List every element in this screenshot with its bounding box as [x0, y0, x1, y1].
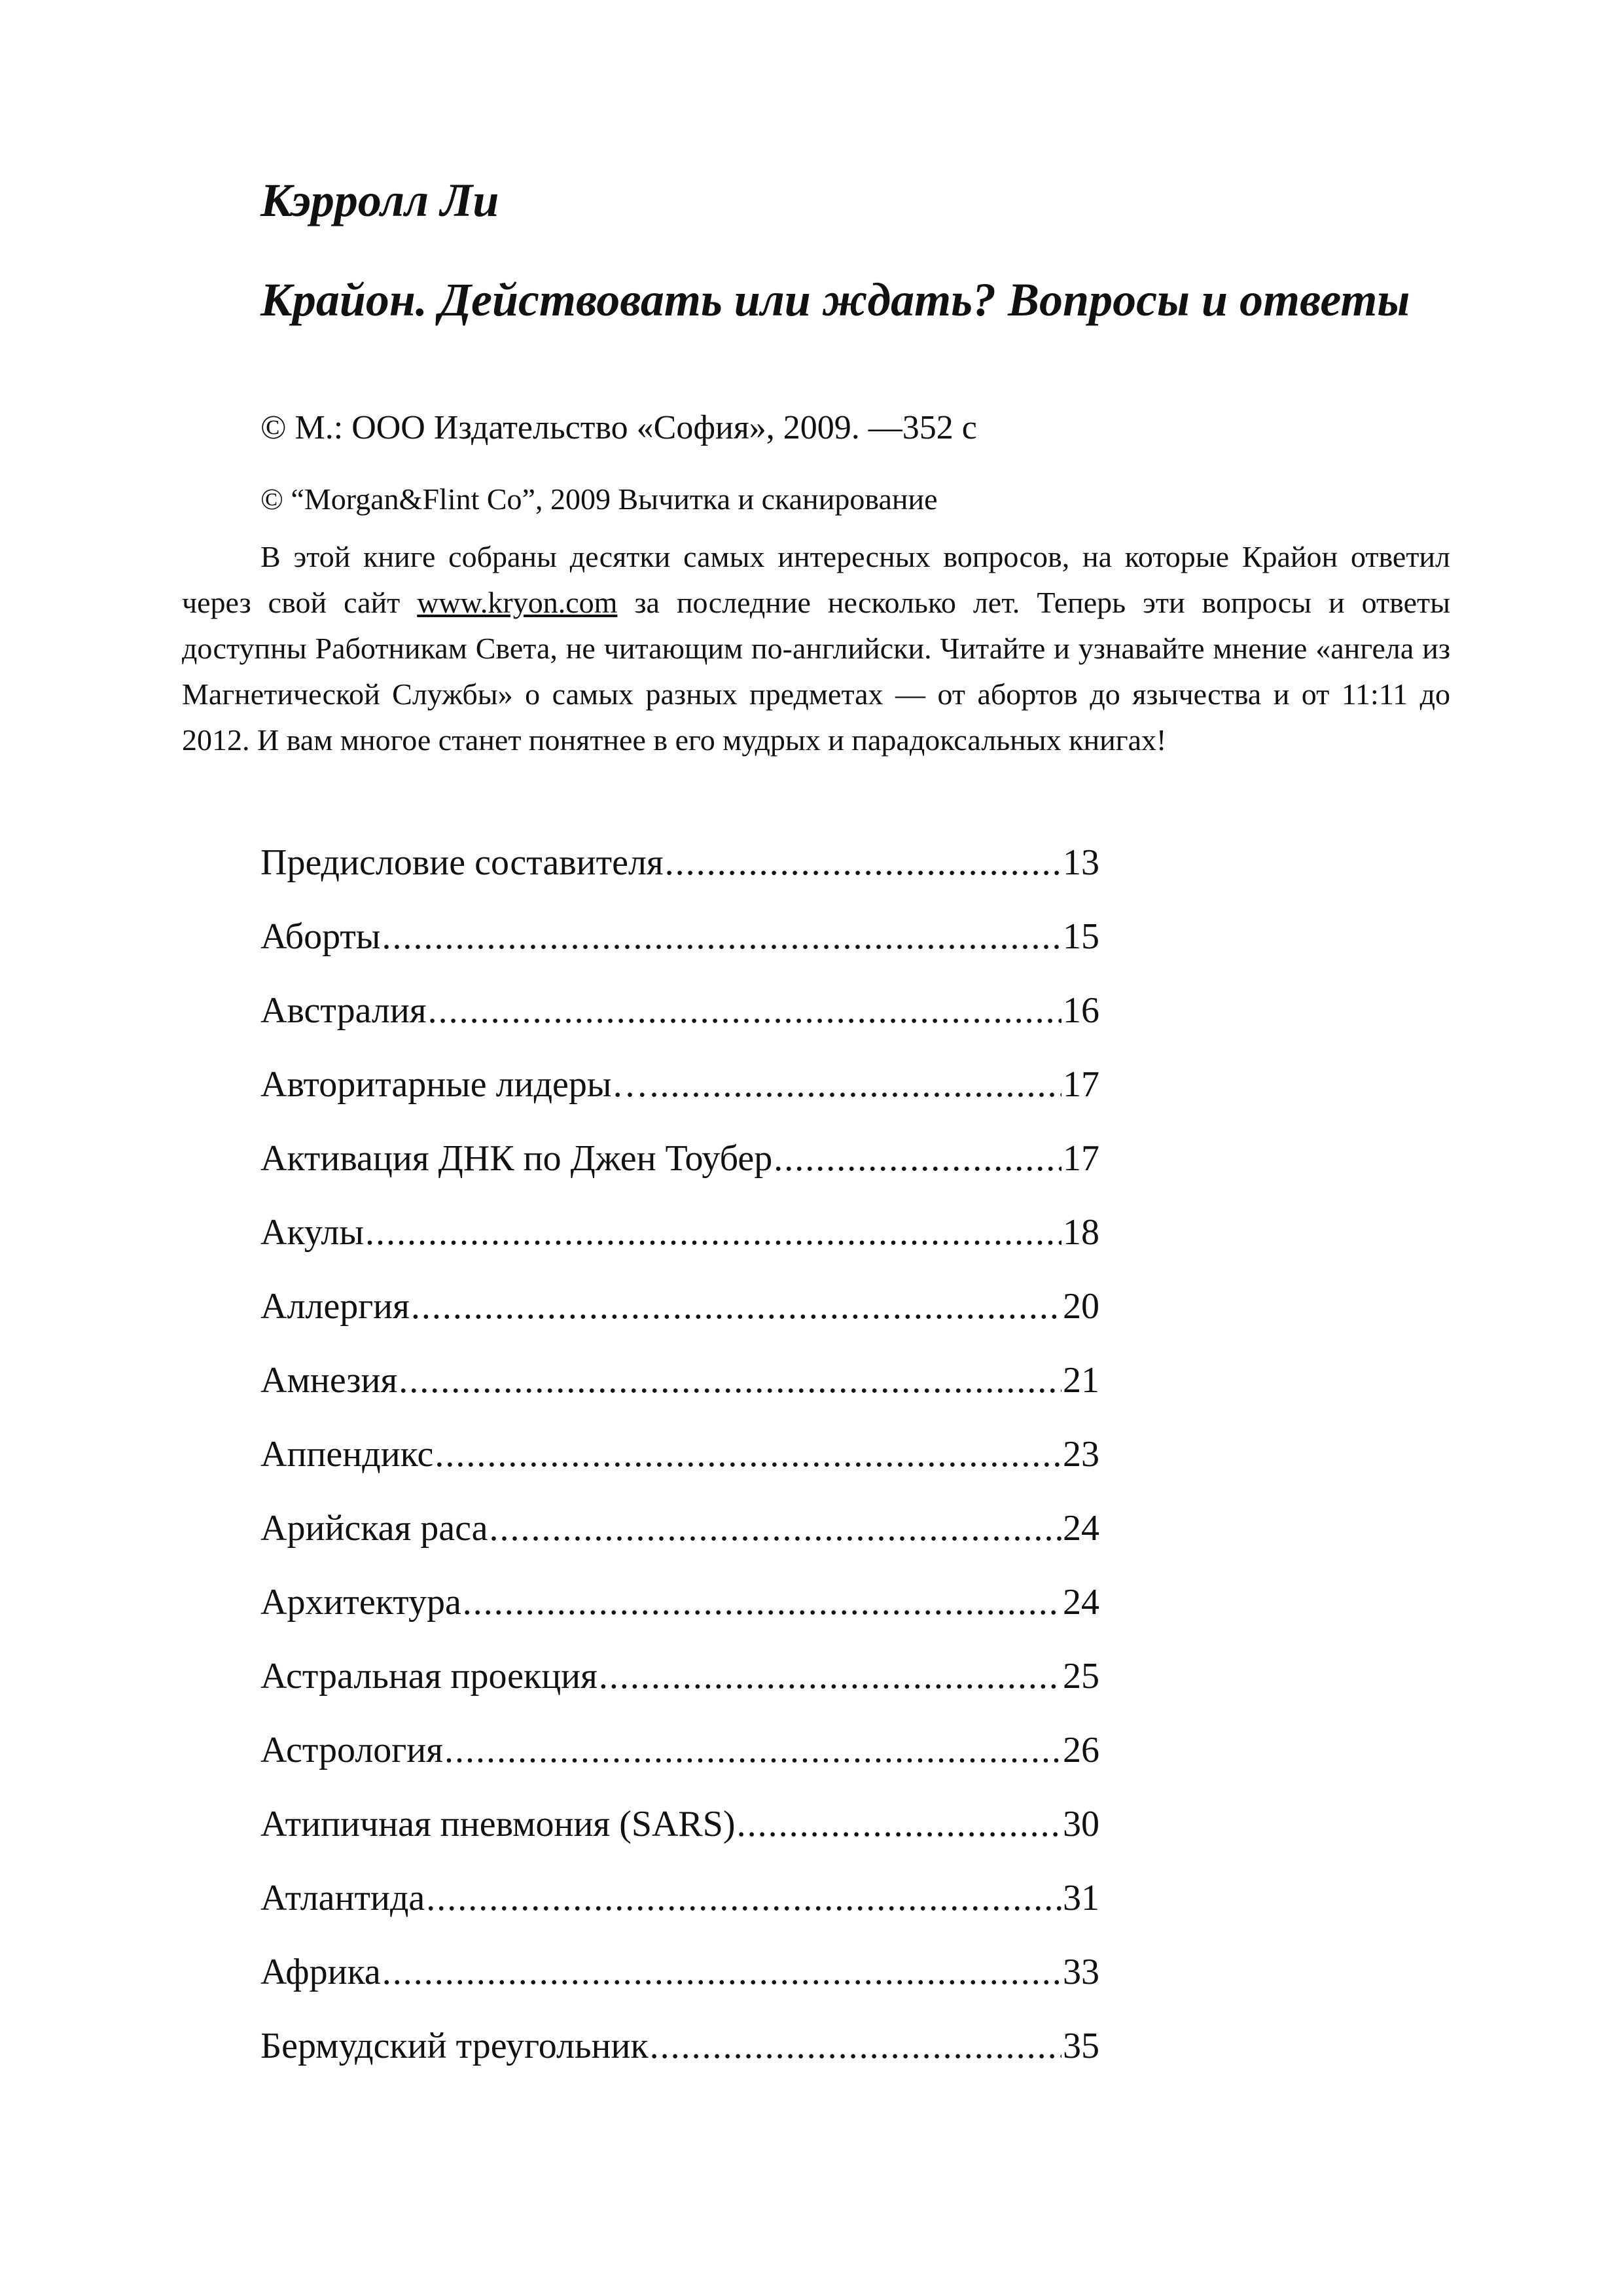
- toc-entry-page: 13: [1063, 842, 1099, 883]
- toc-entry[interactable]: [260, 1066, 1099, 1140]
- toc-entry[interactable]: [260, 1880, 1099, 1954]
- toc-entry[interactable]: [260, 1584, 1099, 1658]
- toc-entry-page: 17: [1063, 1138, 1099, 1179]
- toc-leader-dots: [774, 1140, 1061, 1177]
- toc-entry[interactable]: [260, 918, 1099, 992]
- toc-entry-page: 16: [1063, 990, 1099, 1031]
- toc-entry-label: Арийская раса: [260, 1508, 488, 1549]
- toc-entry-label: Предисловие составителя: [260, 842, 664, 883]
- toc-entry-label: Аппендикс: [260, 1434, 434, 1475]
- toc-leader-dots: [599, 1658, 1061, 1695]
- toc-leader-dots: [444, 1732, 1061, 1768]
- publisher-copyright: © М.: ООО Издательство «София», 2009. —352 с: [260, 409, 977, 446]
- toc-entry-page: 23: [1063, 1434, 1099, 1475]
- toc-entry-label: Бермудский треугольник: [260, 2026, 649, 2066]
- toc-entry[interactable]: [260, 1288, 1099, 1362]
- toc-leader-dots: [426, 1880, 1061, 1916]
- website-link[interactable]: www.kryon.com: [417, 586, 618, 619]
- toc-entry-label: Архитектура: [260, 1582, 461, 1623]
- toc-leader-dots: [435, 1436, 1061, 1473]
- toc-entry[interactable]: [260, 992, 1099, 1066]
- toc-entry-page: 24: [1063, 1508, 1099, 1549]
- toc-leader-dots: [428, 992, 1061, 1029]
- toc-entry-page: 17: [1063, 1064, 1099, 1105]
- toc-entry[interactable]: [260, 1658, 1099, 1732]
- toc-leader-dots: [382, 918, 1061, 955]
- toc-leader-dots: [650, 1066, 1061, 1103]
- toc-leader-dots: [399, 1362, 1061, 1399]
- table-of-contents: [260, 844, 1099, 2102]
- toc-entry-label: Атлантида: [260, 1878, 425, 1918]
- toc-leader-dots: [382, 1954, 1061, 1990]
- toc-entry-page: 25: [1063, 1656, 1099, 1696]
- toc-leader-dots: [489, 1510, 1061, 1547]
- toc-entry[interactable]: [260, 844, 1099, 918]
- toc-entry[interactable]: [260, 1806, 1099, 1880]
- toc-entry-label: Амнезия: [260, 1360, 398, 1401]
- toc-entry-page: 31: [1063, 1878, 1099, 1918]
- toc-entry-label: Активация ДНК по Джен Тоубер: [260, 1138, 773, 1179]
- toc-entry-label: Астрология: [260, 1730, 443, 1770]
- author-name: Кэрролл Ли: [260, 174, 499, 226]
- scan-copyright: © “Morgan&Flint Co”, 2009 Вычитка и сканирование: [260, 482, 938, 516]
- toc-entry[interactable]: [260, 2028, 1099, 2102]
- toc-leader-dots: [737, 1806, 1061, 1842]
- toc-leader-dots: [365, 1214, 1061, 1251]
- toc-leader-dots: [650, 2028, 1061, 2064]
- toc-entry[interactable]: [260, 1436, 1099, 1510]
- annotation-text-start: В этой книге собраны десятки самых интересных вопросов, на которые Крайон ответил через свой сайт: [182, 540, 1450, 619]
- toc-entry[interactable]: [260, 1214, 1099, 1288]
- book-title: [182, 270, 1450, 330]
- toc-entry-page: 20: [1063, 1286, 1099, 1327]
- toc-entry-label: Атипичная пневмония (SARS): [260, 1804, 736, 1844]
- toc-entry-page: 26: [1063, 1730, 1099, 1770]
- annotation-text-end: за последние несколько лет. Теперь эти вопросы и ответы доступны Работникам Света, не читающим по-английски. Читайте и узнавайте мнение «ангела из Магнетической Службы» о самых разных предметах — от абортов до язычества и от 11:11 до 2012. И вам многое станет понятнее в его мудрых и парадоксальных книгах!: [182, 586, 1450, 757]
- toc-entry-page: 24: [1063, 1582, 1099, 1623]
- toc-entry-page: 33: [1063, 1952, 1099, 1992]
- toc-entry-page: 18: [1063, 1212, 1099, 1253]
- toc-leader-dots: [411, 1288, 1061, 1325]
- toc-leader-dots: [665, 844, 1061, 881]
- toc-entry-page: 35: [1063, 2026, 1099, 2066]
- toc-entry-label: Африка: [260, 1952, 381, 1992]
- toc-entry[interactable]: [260, 1362, 1099, 1436]
- toc-entry-label: Акулы: [260, 1212, 364, 1253]
- toc-entry[interactable]: [260, 1510, 1099, 1584]
- toc-leader-dots: [463, 1584, 1061, 1621]
- book-title-text: Крайон. Действовать или ждать? Вопросы и ответы: [260, 274, 1410, 326]
- toc-entry-label: Аллергия: [260, 1286, 410, 1327]
- toc-entry-label: Авторитарные лидеры…: [260, 1064, 649, 1105]
- toc-entry-page: 15: [1063, 916, 1099, 957]
- toc-entry[interactable]: [260, 1140, 1099, 1214]
- toc-entry[interactable]: [260, 1732, 1099, 1806]
- toc-entry-label: Аборты: [260, 916, 381, 957]
- toc-entry-label: Астральная проекция: [260, 1656, 597, 1696]
- toc-entry[interactable]: [260, 1954, 1099, 2028]
- toc-entry-page: 21: [1063, 1360, 1099, 1401]
- toc-entry-label: Австралия: [260, 990, 427, 1031]
- book-annotation: [182, 534, 1450, 763]
- toc-entry-page: 30: [1063, 1804, 1099, 1844]
